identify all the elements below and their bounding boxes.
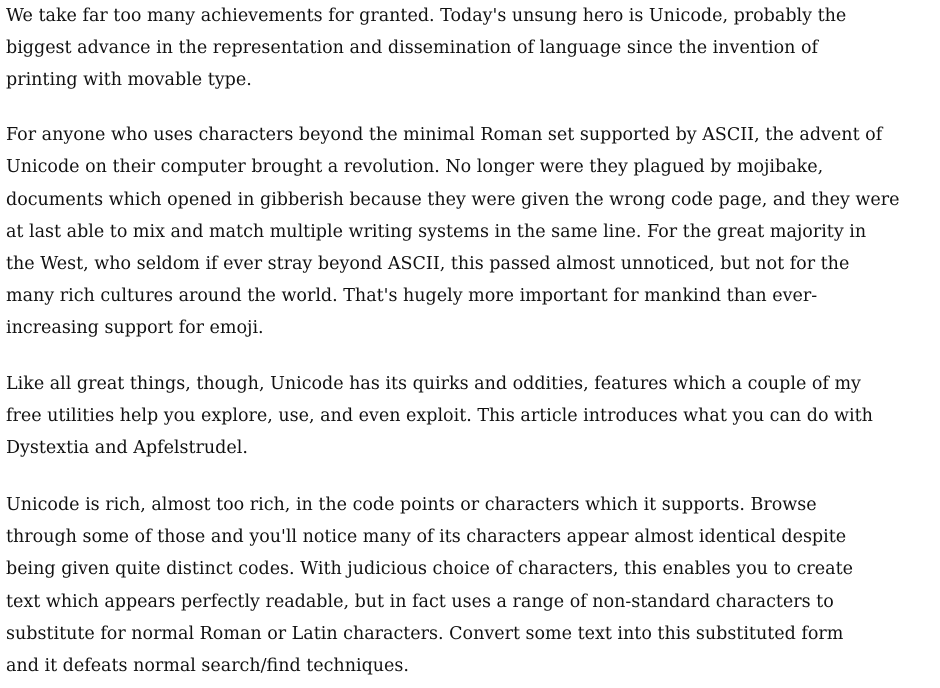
text-line: the West, who seldom if ever stray beyond ASCII, this passed almost unnoticed, but not for the <box>6 254 850 274</box>
text-line: Dystextia and Apfelstrudel. <box>6 438 248 458</box>
text-line: through some of those and you'll notice many of its characters appear almost identical despite <box>6 527 847 547</box>
text-line: at last able to mix and match multiple writing systems in the same line. For the great majority in <box>6 222 867 242</box>
text-line: and it defeats normal search/find techniques. <box>6 656 409 676</box>
text-line: biggest advance in the representation and dissemination of language since the invention of <box>6 38 819 58</box>
text-line: many rich cultures around the world. That's hugely more important for mankind than ever- <box>6 286 818 306</box>
text-line: Unicode is rich, almost too rich, in the code points or characters which it supports. Browse <box>6 495 817 515</box>
text-line: being given quite distinct codes. With judicious choice of characters, this enables you to create <box>6 559 853 579</box>
text-line: increasing support for emoji. <box>6 318 264 338</box>
text-line: Unicode on their computer brought a revolution. No longer were they plagued by mojibake, <box>6 157 824 177</box>
text-line: text which appears perfectly readable, but in fact uses a range of non-standard characters to <box>6 592 834 612</box>
text-line: We take far too many achievements for granted. Today's unsung hero is Unicode, probably the <box>6 6 847 26</box>
text-line: For anyone who uses characters beyond the minimal Roman set supported by ASCII, the advent of <box>6 125 883 145</box>
text-line: substitute for normal Roman or Latin characters. Convert some text into this substituted form <box>6 624 844 644</box>
text-line: documents which opened in gibberish because they were given the wrong code page, and they were <box>6 190 900 210</box>
text-line: free utilities help you explore, use, and even exploit. This article introduces what you can do with <box>6 406 873 426</box>
text-line: printing with movable type. <box>6 70 252 90</box>
text-line: Like all great things, though, Unicode has its quirks and oddities, features which a couple of my <box>6 374 861 394</box>
